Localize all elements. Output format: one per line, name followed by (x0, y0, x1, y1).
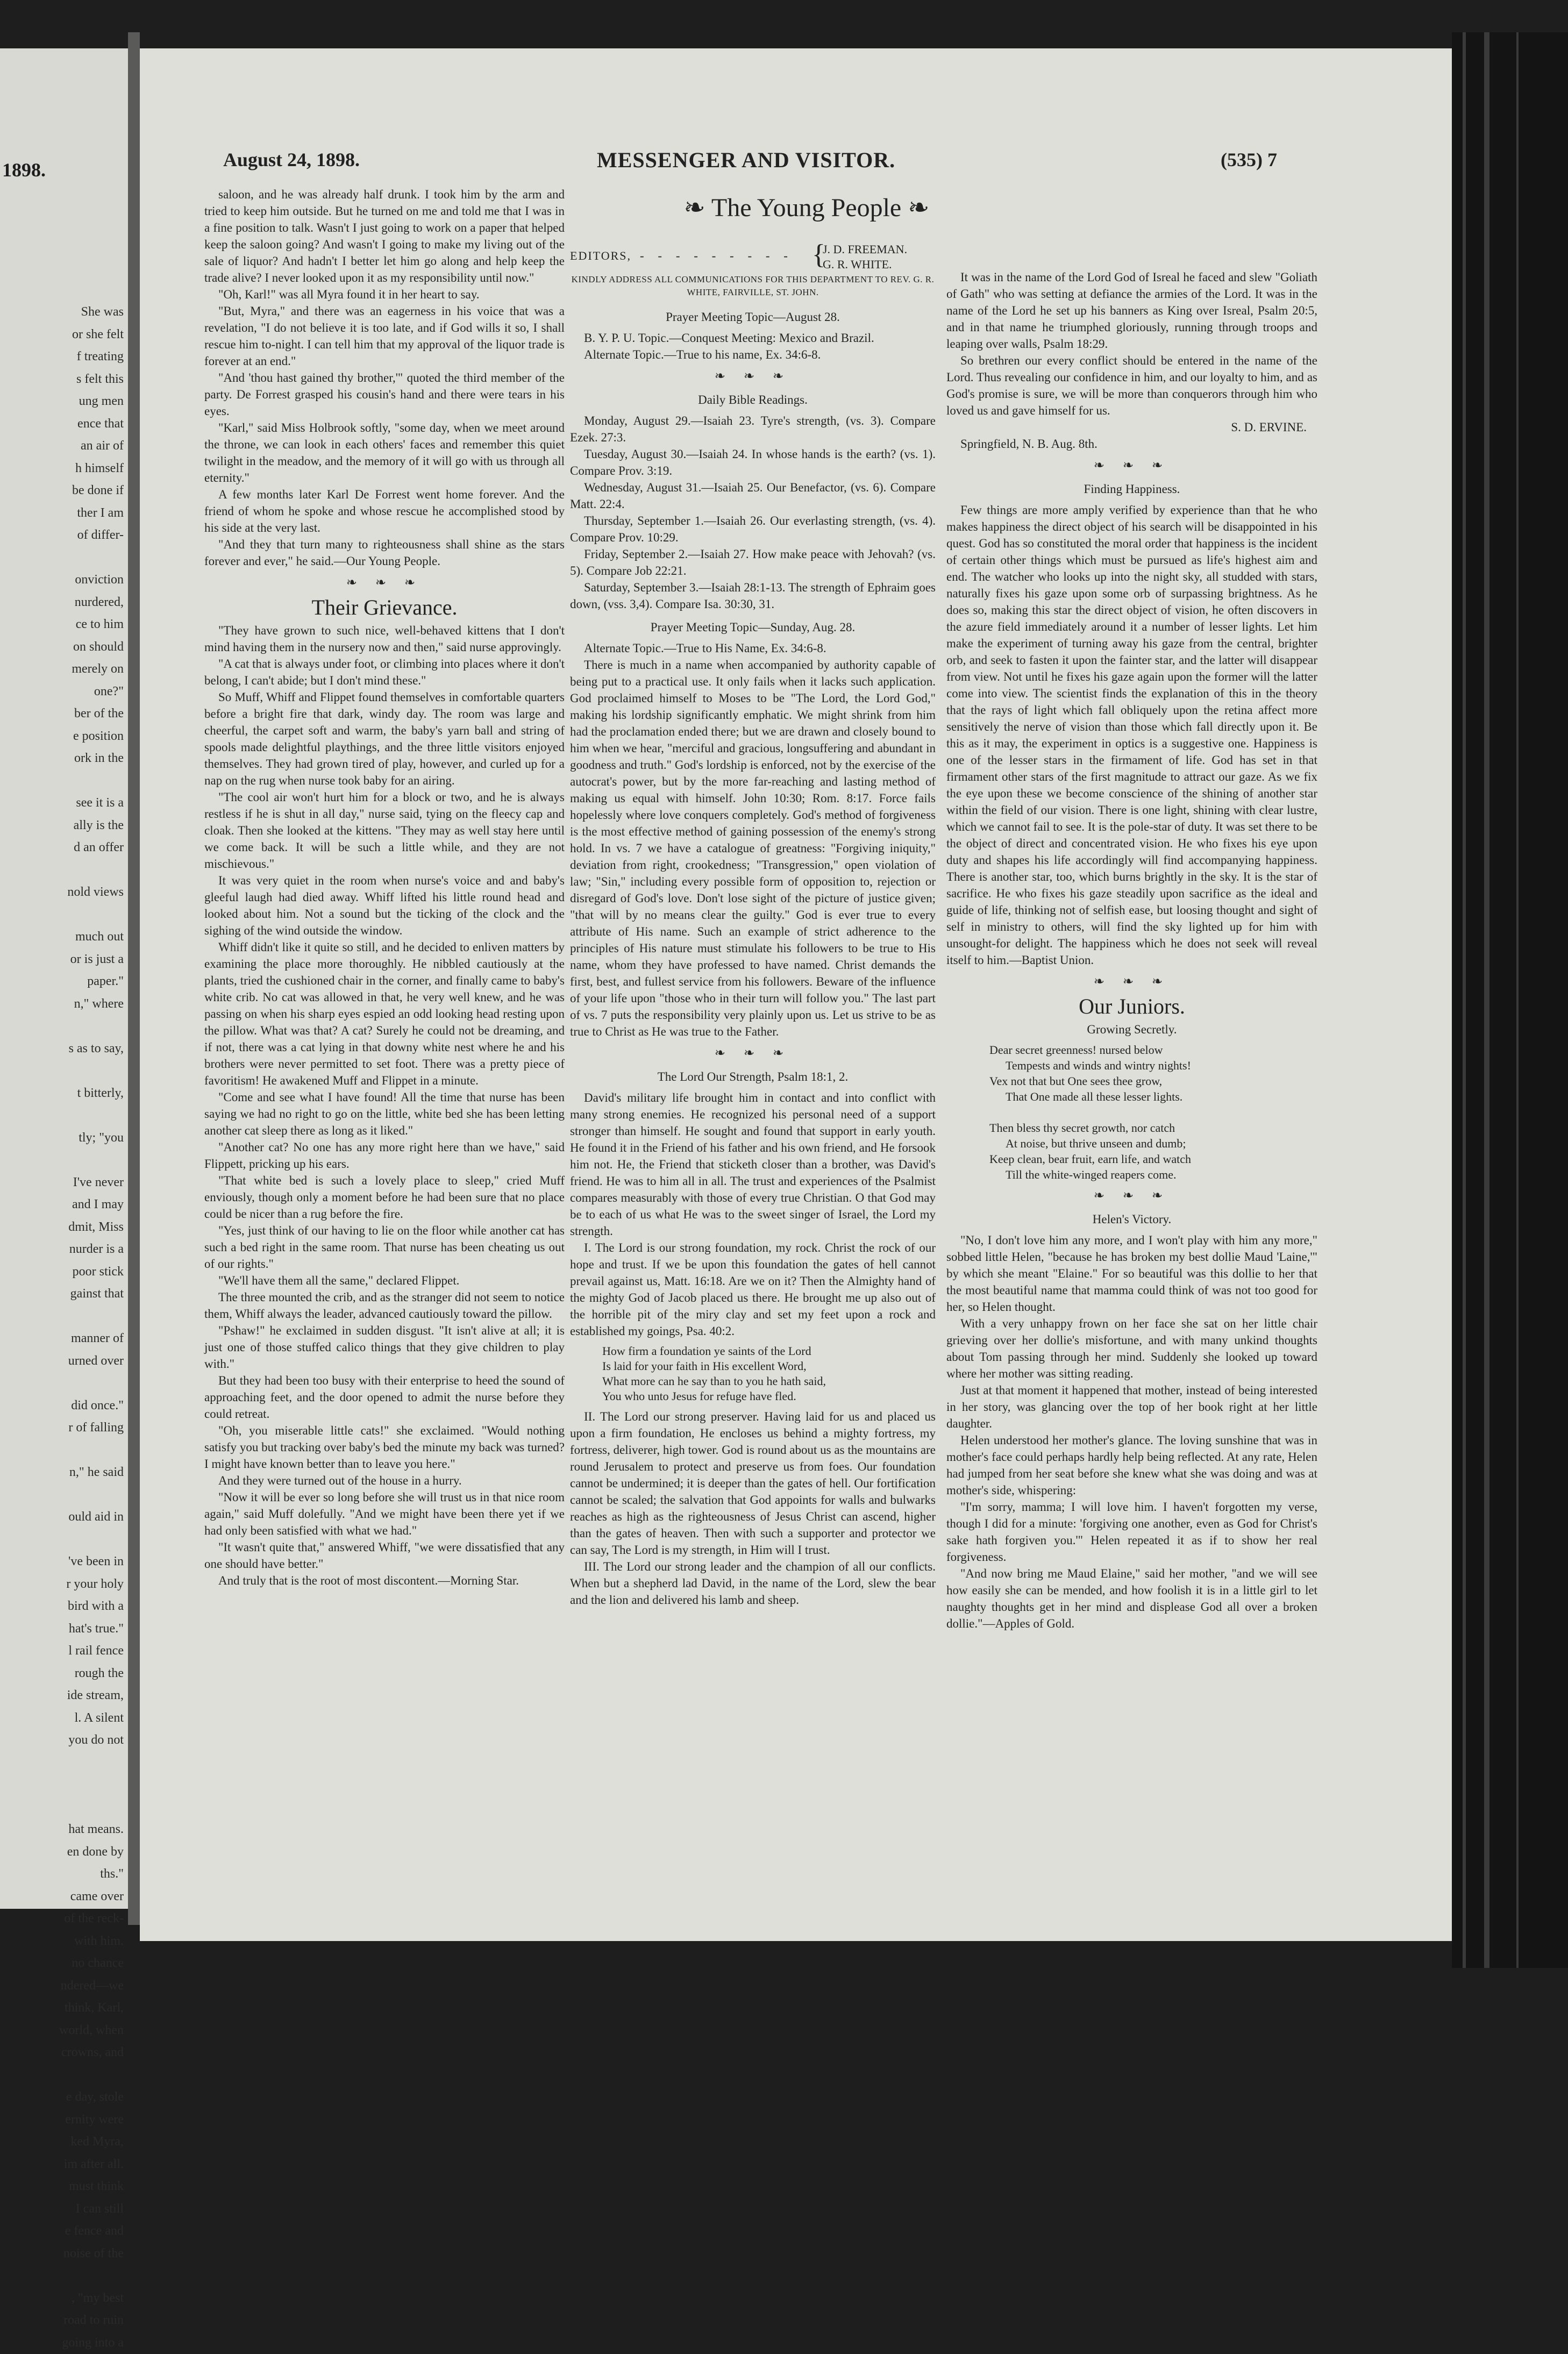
victory-paragraph: "No, I don't love him any more, and I won't play with him any more," sobbed little Helen, "because he has broken my best dollie Maud 'Laine,'" by which she meant "Elaine." For so beautiful was this dollie to her that the most beautiful name that mamma could think of was not too good for her, so Helen thought. (946, 1232, 1317, 1315)
hymn-line: How firm a foundation ye saints of the Lord (602, 1344, 936, 1359)
left-page-fragment: , "my best (0, 2287, 124, 2310)
left-page-fragment (0, 1484, 124, 1507)
victory-paragraph: "And now bring me Maud Elaine," said her mother, "and we will see how easily she can be mended, and how foolish it is in a little girl to let naughty thoughts get in her mind and displease God all over a broken dollie."—Apples of Gold. (946, 1565, 1317, 1632)
ornament-divider: ❧ ❧ ❧ (204, 575, 565, 591)
hymn-line: You who unto Jesus for refuge have fled. (602, 1389, 936, 1404)
left-page-fragment: manner of (0, 1328, 124, 1350)
left-page-fragment: I've never (0, 1172, 124, 1194)
left-page-fragment (0, 1306, 124, 1328)
daily-reading: Tuesday, August 30.—Isaiah 24. In whose hands is the earth? (vs. 1). Compare Prov. 3:19. (570, 446, 936, 479)
ornament-divider: ❧ ❧ ❧ (570, 368, 936, 385)
grievance-paragraph: "A cat that is always under foot, or climbing into places where it don't belong, I can't abide; but I don't mind these." (204, 655, 565, 689)
victory-paragraph: Helen understood her mother's glance. The loving sunshine that was in mother's face could perhaps hardly help being reflected. At any rate, Helen had jumped from her seat before she knew what she was doing and was at mother's side, whispering: (946, 1432, 1317, 1499)
left-page-fragment: ther I am (0, 502, 124, 525)
daily-reading: Wednesday, August 31.—Isaiah 25. Our Benefactor, (vs. 6). Compare Matt. 22:4. (570, 479, 936, 512)
left-page-fragment: n," he said (0, 1461, 124, 1484)
strength-article-part-2 (570, 1408, 936, 1608)
left-page-fragment: ally is the (0, 815, 124, 837)
editors-label: EDITORS, (570, 247, 631, 264)
story-paragraph: "And they that turn many to righteousness shall shine as the stars forever and ever," he said.—Our Young People. (204, 536, 565, 569)
page-gutter (128, 32, 140, 1925)
grievance-paragraph: "They have grown to such nice, well-behaved kittens that I don't mind having them in the nursery now and then," said nurse approvingly. (204, 622, 565, 655)
left-page-fragment (0, 1774, 124, 1796)
left-page-fragment (0, 770, 124, 793)
left-page-fragment (0, 1796, 124, 1819)
header-date: August 24, 1898. (223, 148, 360, 171)
column-2 (570, 242, 936, 1608)
left-page-fragment: an air of (0, 435, 124, 458)
alternate-topic: Alternate Topic.—True to his name, Ex. 34:6-8. (570, 346, 936, 363)
left-page-fragment: crowns, and (0, 2042, 124, 2064)
left-page-fragment: r your holy (0, 1573, 124, 1596)
editors-leader: - - - - - - - - - (640, 247, 793, 264)
strength-paragraph: II. The Lord our strong preserver. Having laid for us and placed us upon a firm foundation, He encloses us behind a mighty fortress, my fortress, deliverer, high tower. God is round about us as the mountains are round Jerusalem to protect and preserve us from foes. Our foundation cannot be undermined; it is deeper than the gates of hell. Our fortification cannot be scaled; the salvation that God appoints for walls and bulwarks reaches as high as the righteousness of Jesus Christ can ascend, higher than the gates of heaven. Then with such a supporter and protector we can say, The Lord is my strength, in Him will I trust. (570, 1408, 936, 1558)
story-paragraph: "Karl," said Miss Holbrook softly, "some day, when we meet around the throne, we can look in each others' faces and remember this quiet twilight in the meadow, and the memory of it will go with us through all eternity." (204, 419, 565, 486)
poem-line: At noise, but thrive unseen and dumb; (989, 1136, 1317, 1151)
left-page-fragment: s as to say, (0, 1038, 124, 1060)
left-page-fragment: much out (0, 926, 124, 948)
strength-paragraph: I. The Lord is our strong foundation, my rock. Christ the rock of our hope and trust. If we be upon this foundation the gates of hell cannot prevail against us, Matt. 16:18. Are we on it? Then the Almighty hand of the mighty God of Jacob placed us there. He brought me up also out of the horrible pit of the miry clay and set my feet upon a rock and established my goings, Psa. 40:2. (570, 1239, 936, 1339)
fleuron-right: ❧ (908, 194, 929, 222)
grievance-paragraph: "Yes, just think of our having to lie on the floor while another cat has such a bed right in the same room. That nurse has been cheating us out of our rights." (204, 1222, 565, 1272)
left-page-fragment: or is just a (0, 948, 124, 971)
daily-reading: Saturday, September 3.—Isaiah 28:1-13. The strength of Ephraim goes down, (vss. 3,4). Compare Isa. 30:30, 31. (570, 579, 936, 612)
poem-title: Growing Secretly. (946, 1021, 1317, 1038)
poem-line: That One made all these lesser lights. (989, 1089, 1317, 1104)
grievance-paragraph: "Another cat? No one has any more right here than we have," said Flippett, pricking up his ears. (204, 1139, 565, 1172)
left-page-fragment: ce to him (0, 614, 124, 636)
helens-victory-heading: Helen's Victory. (946, 1211, 1317, 1228)
left-page-fragment (0, 1060, 124, 1082)
left-page-fragment (0, 2064, 124, 2087)
column-1 (204, 186, 565, 1589)
editor-names (823, 242, 907, 272)
fleuron-left: ❧ (684, 194, 705, 222)
victory-paragraph: "I'm sorry, mamma; I will love him. I haven't forgotten my verse, though I did for a minute: 'forgiving one another, even as God for Christ's sake hath forgiven you.'" Helen repeated it as if to show her real forgiveness. (946, 1499, 1317, 1565)
grievance-paragraph: And truly that is the root of most discontent.—Morning Star. (204, 1572, 565, 1589)
strength-article-part-1 (570, 1089, 936, 1339)
left-page-fragment (0, 1104, 124, 1127)
left-page-fragment: nurdered, (0, 591, 124, 614)
left-page-fragment: bird with a (0, 1595, 124, 1618)
strength-paragraph: It was in the name of the Lord God of Isreal he faced and slew "Goliath of Gath" who was setting at defiance the armies of the Lord. It was in the name of the Lord he set up his banners as King over Isreal, Psalm 20:5, and in that name he triumphed gloriously, running through troops and leaping over walls, Psalm 18:29. (946, 269, 1317, 352)
left-page-fragment: ndered—we (0, 1975, 124, 1998)
poem-line: Dear secret greenness! nursed below (989, 1042, 1317, 1058)
strength-paragraph: David's military life brought him in contact and into conflict with many strong enemies. He recognized his personal need of a support stronger than himself. He sought and found that support in early youth. He found it in the Friend of his father and his own friend, and He forsook him not. He, the Friend that sticketh closer than a brother, was David's friend. He was to him all in all. The trust and experiences of the Psalmist compares measurably with those of every true Christian. O that God may be to each of us what He was to the sweet singer of Israel, the Lord my strength. (570, 1089, 936, 1239)
bypu-topic: B. Y. P. U. Topic.—Conquest Meeting: Mexico and Brazil. (570, 330, 936, 346)
left-page-fragment: or she felt (0, 324, 124, 346)
poem-line (989, 1104, 1317, 1120)
left-page-fragment: of the reck- (0, 1908, 124, 1930)
left-page-fragment: ked Myra, (0, 2131, 124, 2153)
grievance-paragraph: "Now it will be ever so long before she will trust us in that nice room again," said Muff dolefully. "And we might have been there yet if we had only been satisfied with what we had." (204, 1489, 565, 1539)
strength-article-continued (946, 269, 1317, 419)
grievance-paragraph: So Muff, Whiff and Flippet found themselves in comfortable quarters before a bright fire that dark, windy day. The room was large and cheerful, the carpet soft and warm, the baby's yarn ball and string of spools made delightful playthings, and the three little visitors enjoyed themselves. They had grown tired of play, however, and curled up for a nap on the rug when nurse took baby for an airing. (204, 689, 565, 789)
left-page-fragment: ide stream, (0, 1685, 124, 1707)
ornament-divider: ❧ ❧ ❧ (946, 458, 1317, 474)
left-page-fragment: rough the (0, 1663, 124, 1685)
poem-line: Keep clean, bear fruit, earn life, and watch (989, 1151, 1317, 1167)
name-article-paragraph: There is much in a name when accompanied by authority capable of being put to a practical use. It only fails when it lacks such application. God proclaimed himself to Moses to be "The Lord, the Lord God," making his lordship significantly emphatic. We might shrink from him had the proclamation ended there; but we are drawn and closely bound to him when we hear, "merciful and gracious, longsuffering and abundant in goodness and truth." God's lordship is enforced, not by the exercise of the autocrat's power, but by the more far-reaching and lasting method of making us equal with himself. John 10:30; Rom. 8:17. Force fails hopelessly where love conquers completely. God's method of forgiveness is the most effective method of gaining possession of the enemy's strong hold. In vs. 7 we have a catalogue of greatness: "Forgiving iniquity," deviation from right, crookedness; "Transgression," open violation of law; "Sin," including every possible form of opposition to, rejection or disregard of God's love. Don't lose sight of the picture of justice given; "that will by no means clear the guilty." God is ever true to every attribute of His name. Such an example of strict adherence to the principles of His nature must stimulate his followers to be true to His name, whom they have professed to have named. Christ demands the first, best, and fullest service from his followers. Beware of the influence of your life upon "those who in their turn will follow you." The last part of vs. 7 puts the responsibility very plainly upon us. Let us strive to be as true to Christ as He was true to the Father. (570, 657, 936, 1040)
left-page-fragment: with him. (0, 1930, 124, 1953)
left-page-fragment (0, 1529, 124, 1551)
masthead-title: MESSENGER AND VISITOR. (597, 147, 895, 173)
left-page-fragment: onviction (0, 569, 124, 591)
editor-name: J. D. FREEMAN. (823, 242, 907, 257)
poem-line: Tempests and winds and wintry nights! (989, 1058, 1317, 1073)
poem-line: Vex not that but One sees thee grow, (989, 1073, 1317, 1089)
prayer-topic-heading-2: Prayer Meeting Topic—Sunday, Aug. 28. (570, 619, 936, 636)
left-page-fragment: did once." (0, 1395, 124, 1417)
editors-brace: { (812, 241, 825, 269)
column-3 (946, 269, 1317, 1632)
story-paragraph: "And 'thou hast gained thy brother,'" quoted the third member of the party. De Forrest grasped his cousin's hand and there were tears in his eyes. (204, 369, 565, 419)
grievance-paragraph: Whiff didn't like it quite so still, and he decided to enliven matters by examining the place more thoroughly. He nibbled cautiously at the plants, tried the cushioned chair in the corner, and finally came to baby's white crib. No cat was allowed in that, he very well knew, and he was passing on when his sharp eyes espied an odd looking head resting upon the pillow. What was that? A cat? Surely he could not be dreaming, and if not, there was a cat lying in that downy white nest where he and his brothers were never permitted to set foot. There was a pretty piece of favoritism! He awakened Muff and Flippet in a minute. (204, 939, 565, 1089)
left-page-fragment: f treating (0, 346, 124, 368)
left-page-fragment: n," where (0, 993, 124, 1016)
helens-victory-story (946, 1232, 1317, 1632)
poem-line: Then bless thy secret growth, nor catch (989, 1120, 1317, 1136)
left-page-fragment: ber of the (0, 703, 124, 725)
left-page-fragment: d an offer (0, 837, 124, 859)
hymn-line: What more can he say than to you he hath said, (602, 1374, 936, 1389)
address-notice: KINDLY ADDRESS ALL COMMUNICATIONS FOR THIS DEPARTMENT TO REV. G. R. WHITE, FAIRVILLE, ST. JOHN. (570, 273, 936, 299)
left-page-fragment: l. A silent (0, 1707, 124, 1730)
ornament-divider: ❧ ❧ ❧ (946, 1188, 1317, 1204)
victory-paragraph: Just at that moment it happened that mother, instead of being interested in her story, was glancing over the top of her book right at her little daughter. (946, 1382, 1317, 1432)
place-date: Springfield, N. B. Aug. 8th. (946, 436, 1317, 452)
left-page-fragment: e day, stole (0, 2086, 124, 2109)
left-page-fragment (0, 1372, 124, 1395)
left-page-fragment: of differ- (0, 524, 124, 547)
left-page-fragment: see it is a (0, 792, 124, 815)
lord-our-strength-heading: The Lord Our Strength, Psalm 18:1, 2. (570, 1068, 936, 1085)
grievance-paragraph: "It wasn't quite that," answered Whiff, "we were dissatisfied that any one should have better." (204, 1539, 565, 1572)
binding-edge (1452, 32, 1568, 1968)
left-page-fragment (0, 1752, 124, 1774)
story-paragraph: "But, Myra," and there was an eagerness in his voice that was a revelation, "I do not believe it is too late, and if God wills it so, I shall rescue him to-night. I can tell him that my approval of the liquor trade is forever at an end." (204, 303, 565, 369)
left-page-fragment: must think (0, 2175, 124, 2198)
ornament-divider: ❧ ❧ ❧ (570, 1045, 936, 1062)
left-page-fragment: nurder is a (0, 1238, 124, 1261)
left-page-fragment: gainst that (0, 1283, 124, 1306)
left-page-fragment: think, Karl, (0, 1997, 124, 2020)
left-page-fragment: im after all. (0, 2153, 124, 2176)
grievance-paragraph: "We'll have them all the same," declared Flippet. (204, 1272, 565, 1289)
young-people-title: The Young People (711, 194, 901, 222)
left-page-fragment: you do not (0, 1729, 124, 1752)
left-page-fragment: no chance (0, 1952, 124, 1975)
grievance-paragraph: But they had been too busy with their enterprise to heed the sound of approaching feet, and the door opened to admit the nurse before they could retreat. (204, 1372, 565, 1422)
left-page-fragment: world, when (0, 2020, 124, 2042)
left-page-fragment (0, 1149, 124, 1172)
left-page-fragment: l rail fence (0, 1640, 124, 1663)
our-juniors-title: Our Juniors. (946, 998, 1317, 1015)
left-page-fragment: 've been in (0, 1551, 124, 1573)
finding-happiness-text: Few things are more amply verified by experience than that he who makes happiness the direct object of his search will be disappointed in his quest. God has so constituted the moral order that happiness is the incident of certain other things which must be pursued as life's highest aim and end. The watcher who looks up into the night sky, all studded with stars, naturally fixes his gaze upon some orb of surpassing brightness. As he does so, making this star the direct object of vision, he often discovers in the azure field immediately around it a number of lesser lights. Let him make the experiment of turning away his gaze from the central, brighter orb, and seek to fasten it upon the fainter star, and the latter will disappear from view. Not until he fixes his gaze again upon the former will the latter come into view. The scientist finds the explanation of this in the theory that the rays of light which fall obliquely upon the retina affect more sensitively the nerve of vision than those which fall directly upon it. Be this as it may, the experiment in optics is a suggestive one. Happiness is one of the lesser stars in the firmament of life. God has set in that firmament other stars of the first magnitude to attract our gaze. As we fix the eye upon these we become conscience of the shining of another star within the field of our vision. There is one light, shining with clear lustre, which we cannot fail to see. It is the pole-star of duty. It was set there to be the object of direct and concentrated vision. He who fixes his eye upon duty and shapes his life accordingly will find accompanying happiness. There is another star, too, which burns brightly in the sky. It is the star of sacrifice. He who fixes his gaze steadily upon sacrifice as the ideal and guide of life, thinking not of selfish ease, but loosing thought and sight of self in ministry to others, will find the sky lighted up for him with unsought-for delight. The happiness which he does not seek will reveal itself to him.—Baptist Union. (946, 502, 1317, 968)
daily-readings-heading: Daily Bible Readings. (570, 391, 936, 408)
grievance-paragraph: And they were turned out of the house in a hurry. (204, 1472, 565, 1489)
editor-name: G. R. WHITE. (823, 257, 907, 272)
left-page-fragment: ence that (0, 413, 124, 436)
young-people-heading (570, 192, 1043, 223)
finding-happiness-heading: Finding Happiness. (946, 481, 1317, 497)
left-page-fragment: hat means. (0, 1818, 124, 1841)
left-page-fragment (0, 1015, 124, 1038)
daily-readings-list (570, 412, 936, 612)
true-to-name-article (570, 640, 936, 1040)
left-page-fragment: ould aid in (0, 1506, 124, 1529)
left-page-fragment (0, 904, 124, 926)
left-page-fragment: e position (0, 725, 124, 748)
grievance-paragraph: "Come and see what I have found! All the time that nurse has been saying we had no right to go on the little, white bed she has been letting another cat sleep there as long as it liked." (204, 1089, 565, 1139)
left-page-fragment: merely on (0, 658, 124, 681)
left-page-fragment: came over (0, 1886, 124, 1908)
grievance-paragraph: "Oh, you miserable little cats!" she exclaimed. "Would nothing satisfy you but tracking over baby's bed the minute my back was turned? I might have known better than to leave you here." (204, 1422, 565, 1472)
left-page-fragment: r of falling (0, 1417, 124, 1439)
left-page-fragment: one?" (0, 681, 124, 703)
daily-reading: Friday, September 2.—Isaiah 27. How make peace with Jehovah? (vs. 5). Compare Job 22:21. (570, 546, 936, 579)
story-paragraph: A few months later Karl De Forrest went home forever. And the friend of whom he spoke and whose rescue he accomplished stood by his side at the very last. (204, 486, 565, 536)
left-page-fragment: s felt this (0, 368, 124, 391)
left-page-fragment: road to ruin (0, 2309, 124, 2332)
grievance-paragraph: "That white bed is such a lovely place to sleep," cried Muff enviously, though only a moment before he had been sure that no place could be nicer than a rug before the fire. (204, 1172, 565, 1222)
hymn-verse (602, 1344, 936, 1404)
hymn-line: Is laid for your faith in His excellent Word, (602, 1359, 936, 1374)
strength-paragraph: So brethren our every conflict should be entered in the name of the Lord. Thus revealing our confidence in him, and our loyalty to him, and as God's promise is sure, we will be more than conquerors through him who loved us and gave himself for us. (946, 352, 1317, 419)
left-page-fragment: ernity were (0, 2109, 124, 2131)
left-page-fragment: ths." (0, 1863, 124, 1886)
left-page-fragment: on should (0, 636, 124, 659)
story-paragraph: "Oh, Karl!" was all Myra found it in her heart to say. (204, 286, 565, 303)
prayer-topic-heading: Prayer Meeting Topic—August 28. (570, 309, 936, 325)
left-page-fragment: noise of the (0, 2243, 124, 2265)
left-page-fragment: urned over (0, 1350, 124, 1373)
page-number: (535) 7 (1221, 148, 1277, 171)
left-page-fragment (0, 859, 124, 882)
left-page-fragment: dmit, Miss (0, 1216, 124, 1239)
left-page-fragment: paper." (0, 971, 124, 993)
daily-reading: Monday, August 29.—Isaiah 23. Tyre's strength, (vs. 3). Compare Ezek. 27:3. (570, 412, 936, 446)
grievance-paragraph: "Pshaw!" he exclaimed in sudden disgust. "It isn't alive at all; it is just one of those stuffed calico things that they give children to play with." (204, 1322, 565, 1372)
left-page-fragment (0, 2265, 124, 2287)
left-page-fragment: e fence and (0, 2220, 124, 2243)
poem-line: Till the white-winged reapers come. (989, 1167, 1317, 1182)
left-page-fragment: nold views (0, 881, 124, 904)
strength-paragraph: III. The Lord our strong leader and the champion of all our conflicts. When but a shepherd lad David, in the name of the Lord, slew the bear and the lion and delivered his lamb and sheep. (570, 1558, 936, 1608)
grievance-paragraph: "The cool air won't hurt him for a block or two, and he is always restless if he is shut in all day," nurse said, tying on the fleecy cap and cloak. Then she looked at the kittens. "They may as well stay here until we come back. It will be such a little while, and they are not mischievous." (204, 789, 565, 872)
left-facing-page (0, 48, 128, 1909)
grievance-title: Their Grievance. (204, 599, 565, 616)
left-page-fragment: en done by (0, 1841, 124, 1864)
left-page-fragment: I can still (0, 2198, 124, 2221)
left-page-fragment: h himself (0, 458, 124, 480)
story-paragraph: saloon, and he was already half drunk. I took him by the arm and tried to keep him outside. But he turned on me and told me that I was in a fine position to talk. Wasn't I just going to work on a paper that helped keep the saloon going? And wasn't I going to make my living out of the sale of liquor? And hadn't I better let him go along and help keep the trade alive? I never looked upon it as my responsibility until now." (204, 186, 565, 286)
left-page-fragment: going into a (0, 2332, 124, 2354)
main-page (140, 48, 1452, 1941)
grievance-story (204, 622, 565, 1589)
daily-reading: Thursday, September 1.—Isaiah 26. Our everlasting strength, (vs. 4). Compare Prov. 10:29. (570, 512, 936, 546)
victory-paragraph: With a very unhappy frown on her face she sat on her little chair grieving over her dollie's misfortune, and with many unkind thoughts about Tom passing through her mind. Suddenly she looked up toward where her mother was sitting reading. (946, 1315, 1317, 1382)
grievance-paragraph: The three mounted the crib, and as the stranger did not seem to notice them, Whiff always the leader, advanced cautiously toward the pillow. (204, 1289, 565, 1322)
ornament-divider: ❧ ❧ ❧ (946, 974, 1317, 990)
left-page-fragment: tly; "you (0, 1127, 124, 1150)
left-page-fragment: t bitterly, (0, 1082, 124, 1105)
editors-block (570, 242, 936, 273)
name-article-paragraph: Alternate Topic.—True to His Name, Ex. 34:6-8. (570, 640, 936, 657)
left-page-text-fragments (0, 301, 124, 2354)
left-page-fragment: and I may (0, 1194, 124, 1216)
left-page-fragment (0, 1439, 124, 1462)
left-page-fragment: ork in the (0, 747, 124, 770)
grievance-paragraph: It was very quiet in the room when nurse's voice and and baby's gleeful laugh had died away. Whiff lifted his little round head and looked about him. Not a sound but the ticking of the clock and the sighing of the wind outside the window. (204, 872, 565, 939)
left-page-fragment (0, 547, 124, 569)
left-page-fragment: She was (0, 301, 124, 324)
left-page-fragment: ung men (0, 390, 124, 413)
left-page-fragment: hat's true." (0, 1618, 124, 1640)
author-signature: S. D. ERVINE. (946, 419, 1317, 436)
left-page-year: 1898. (2, 159, 46, 181)
left-page-fragment: poor stick (0, 1261, 124, 1283)
story-continuation (204, 186, 565, 569)
poem-growing-secretly (989, 1042, 1317, 1182)
left-page-fragment: be done if (0, 480, 124, 502)
